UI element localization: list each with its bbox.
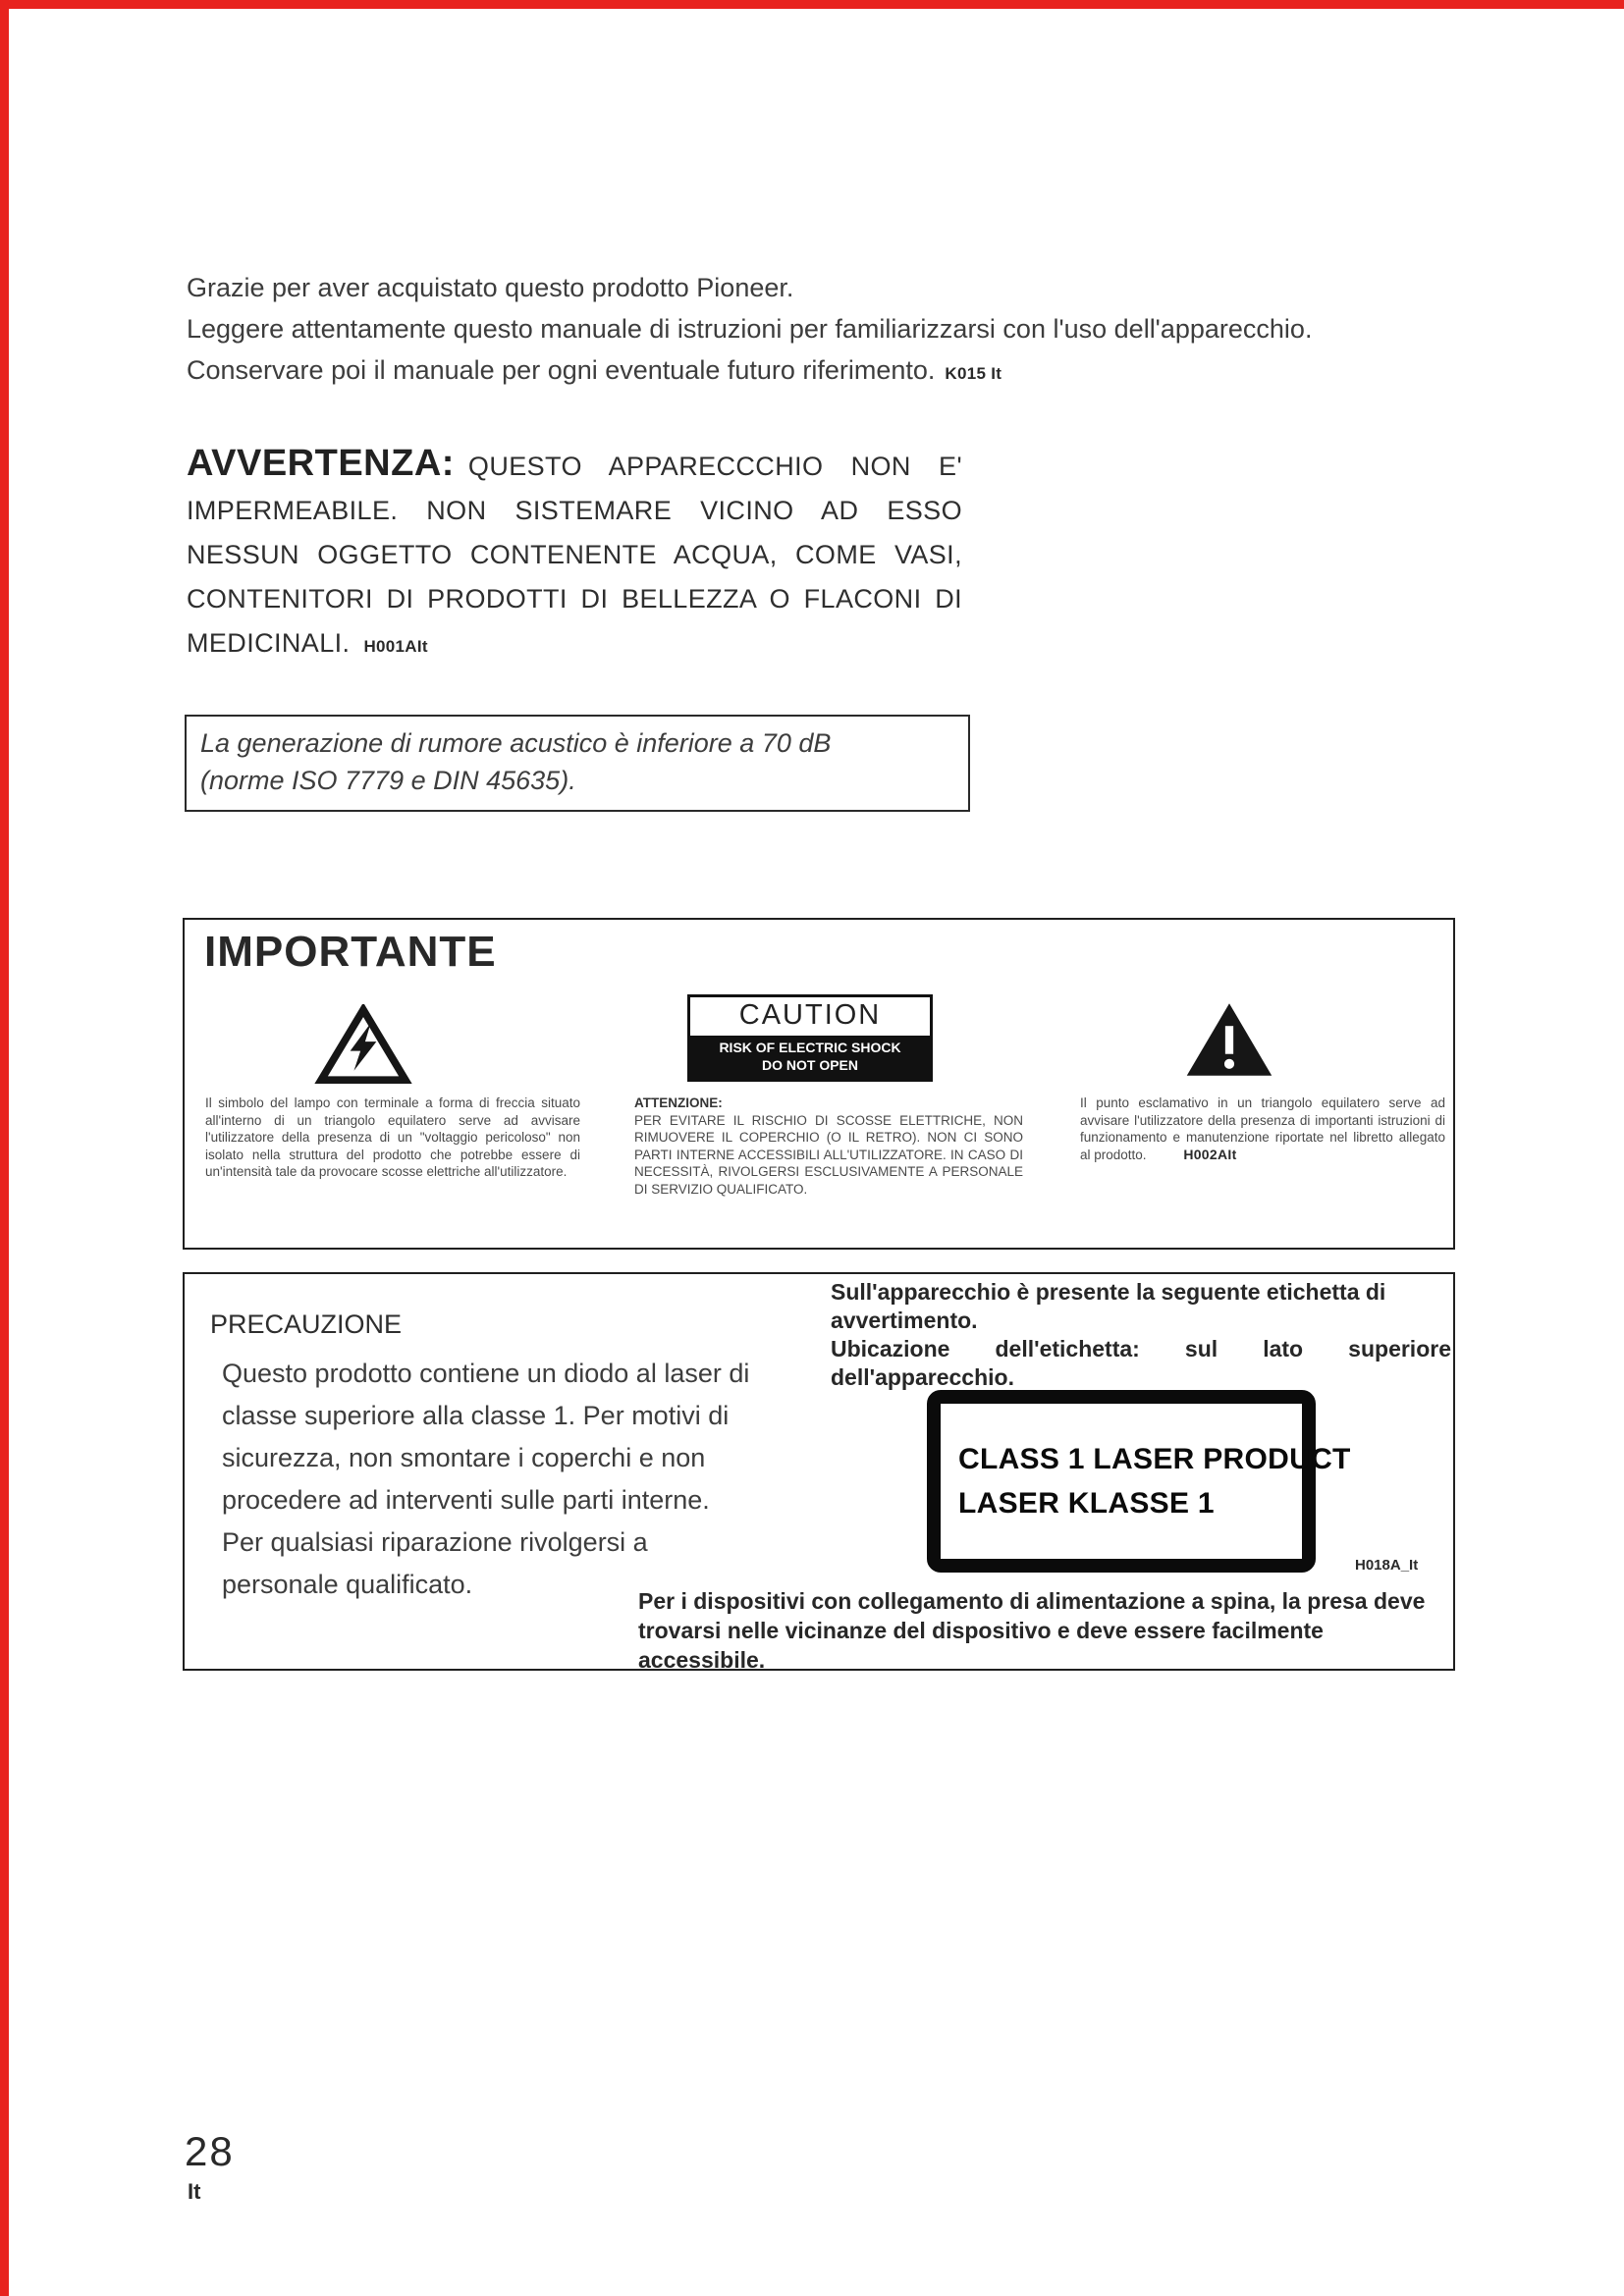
intro-line-2: Leggere attentamente questo manuale di istruzioni per familiarizzarsi con l'uso dell'apparecchio.	[187, 314, 1313, 344]
page-number: 28	[185, 2128, 235, 2174]
importante-box	[183, 918, 1455, 1250]
precauzione-ref-code: H018A_It	[1355, 1557, 1419, 1574]
intro-line-1: Grazie per aver acquistato questo prodotto Pioneer.	[187, 273, 794, 302]
intro-text	[187, 267, 1522, 395]
precauzione-box	[183, 1272, 1455, 1671]
label-location-note	[831, 1278, 1451, 1392]
importante-ref-code: H002AIt	[1183, 1146, 1237, 1162]
noise-statement-box	[185, 715, 970, 812]
attenzione-title: ATTENZIONE:	[634, 1095, 723, 1110]
bolt-symbol-note: Il simbolo del lampo con terminale a forma di freccia situato all'interno di un triangolo equilatero serve ad avvisare l'utilizzatore della presenza di un "voltaggio pericoloso" non isolato nella struttura del prodotto che potrebbe essere di un'intensità tale da provocare scosse elettriche all'utilizzatore.	[205, 1095, 580, 1179]
caution-risk-bar	[690, 1036, 930, 1079]
laser-label-line-1: CLASS 1 LASER PRODUCT	[958, 1443, 1351, 1475]
page-edge-top-rule	[0, 0, 1624, 9]
importante-title: IMPORTANTE	[204, 928, 497, 976]
attenzione-note	[634, 1095, 1023, 1198]
intro-line-3	[187, 349, 1522, 395]
precauzione-body: Questo prodotto contiene un diodo al laser di classe superiore alla classe 1. Per motivi di sicurezza, non smontare i coperchi e non procedere ad interventi sulle parti interne. Per qualsiasi riparazione rivolgersi a personale qualificato.	[222, 1359, 750, 1599]
intro-ref-code: K015 It	[945, 364, 1002, 383]
label-location-line-2: Ubicazione dell'etichetta: sul lato superiore dell'apparecchio.	[831, 1336, 1451, 1390]
noise-line-2: (norme ISO 7779 e DIN 45635).	[200, 766, 576, 795]
exclamation-triangle-icon	[1184, 1000, 1274, 1079]
avvertenza-ref-code: H001AIt	[363, 637, 428, 656]
noise-line-1: La generazione di rumore acustico è inferiore a 70 dB	[200, 728, 832, 758]
intro-line-3-text: Conservare poi il manuale per ogni eventuale futuro riferimento.	[187, 355, 936, 385]
avvertenza-body: QUESTO APPARECCCHIO NON E' IMPERMEABILE. NON SISTEMARE VICINO AD ESSO NESSUN OGGETTO CONTENENTE ACQUA, COME VASI, CONTENITORI DI PRODOTTI DI BELLEZZA O FLACONI DI MEDICINALI.	[187, 452, 962, 658]
page-edge-left-rule	[0, 0, 9, 2296]
label-location-line-1: Sull'apparecchio è presente la seguente etichetta di avvertimento.	[831, 1279, 1386, 1333]
precauzione-title: PRECAUZIONE	[210, 1309, 403, 1339]
caution-label	[687, 994, 933, 1082]
caution-title: CAUTION	[738, 999, 882, 1031]
lightning-triangle-icon	[314, 1004, 412, 1085]
caution-risk-line-1: RISK OF ELECTRIC SHOCK	[719, 1040, 901, 1055]
page-language: It	[188, 2179, 201, 2204]
avvertenza-title: AVVERTENZA:	[187, 443, 455, 484]
laser-label-line-2: LASER KLASSE 1	[958, 1487, 1215, 1520]
exclamation-note-body: Il punto esclamativo in un triangolo equilatero serve ad avvisare l'utilizzatore della presenza di importanti istruzioni di funzionamento e manutenzione riportate nel libretto allegato al prodotto.	[1080, 1095, 1445, 1162]
caution-risk-line-2: DO NOT OPEN	[761, 1057, 858, 1073]
attenzione-body: PER EVITARE IL RISCHIO DI SCOSSE ELETTRICHE, NON RIMUOVERE IL COPERCHIO (O IL RETRO). NON CI SONO PARTI INTERNE ACCESSIBILI ALL'UTILIZZATORE. IN CASO DI NECESSITÀ, RIVOLGERSI ESCLUSIVAMENTE A PERSONALE DI SERVIZIO QUALIFICATO.	[634, 1112, 1023, 1197]
power-plug-note: Per i dispositivi con collegamento di alimentazione a spina, la presa deve trovarsi nelle vicinanze del dispositivo e deve essere facilmente accessibile.	[638, 1588, 1426, 1673]
exclamation-symbol-note	[1080, 1095, 1445, 1163]
class1-laser-label	[927, 1390, 1351, 1573]
avvertenza-warning	[187, 442, 962, 668]
